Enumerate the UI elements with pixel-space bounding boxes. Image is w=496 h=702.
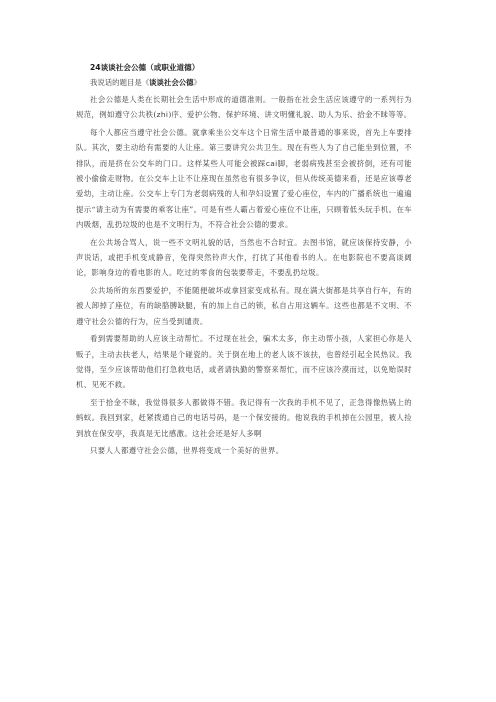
paragraph-bus-example [76,125,412,233]
pinyin-annotation: cai [265,158,278,168]
paragraph-honesty [76,395,412,441]
document-body [76,62,412,460]
paragraph-text: 公共场所的东西要爱护，不能随便破坏或拿回家变成私有。现在满大街都是共享自行车，有的被人卸掉了座位，有的缺胳膊缺腿，有的加上自己的锁，私自占用这辆车。这些也都是不文明、不遵守社会公德的行为，应当受到谴责。 [76,285,412,326]
paragraph-text: )序、爱护公物、保护环境、讲文明懂礼貌、助人为乐、拾金不昧等等。 [168,110,412,120]
paragraph-text: 看到需要帮助的人应该主动帮忙。不过现在社会，骗术太多，你主动帮小孩，人家担心你是人贩子，主动去扶老人，结果是个碰瓷的。关于倒在地上的老人该不该扶，也曾经引起全民热议。我觉得，至少应该帮助他们打急救电话，或者请执勤的警察来帮忙，而不应该冷漠而过，以免贻误时机、见死不救。 [76,334,412,390]
paragraph-public-property [76,283,412,329]
paragraph-text: 脚，老弱病残甚至会被挤倒，还有可能被小偷偷走财物。在公交车上让不让座现在虽然也有很多争议，但从传统美德来看，还是应该尊老爱幼，主动让座。公交车上专门为老弱病残的人和孕妇设置了爱心座位，车内的广播系统也一遍遍提示“请主动为有需要的乘客让座”。可是有些人霸占着爱心座位不让座，只顾着低头玩手机。在车内吸烟，乱扔垃圾的也是不文明行为，不符合社会公德的要求。 [76,158,413,230]
speech-topic-line [90,77,412,89]
speech-topic-prefix: 我说话的题目是《 [90,78,150,87]
paragraph-definition [76,92,412,123]
paragraph-text: 在公共场合骂人，说一些不文明礼貌的话，当然也不合时宜。去图书馆，就应该保持安静，小声说话，或把手机变成静音，免得突然铃声大作，打扰了其他看书的人。在电影院也不要高谈阔论，影响身边的看电影的人。吃过的零食的包装要带走，不要乱扔垃圾。 [76,237,412,278]
paragraph-text: 每个人都应当遵守社会公德。就拿乘坐公交车这个日常生活中最普通的事来说，首先上车要排队。其次，要主动给有需要的人让座。第三要讲究公共卫生。现在有些人为了自己能坐到位置，不排队，而是挤在公交车的门口。这样某些人可能会被踩 [76,127,412,168]
pinyin-annotation: zhi [156,110,169,120]
document-title: 24谈谈社会公德（或职业道德） [90,63,200,72]
paragraph-helping-others [76,331,412,393]
paragraph-text: 只要人人都遵守社会公德，世界将变成一个美好的世界。 [90,445,284,455]
speech-topic-title: 谈谈社会公德 [149,78,194,87]
paragraph-text: 至于拾金不昧，我觉得很多人都做得不错。我记得有一次我的手机不见了，正急得像热锅上的蚂蚁。我回到家，赶紧拨通自己的电话号码，是一个保安接的。他说我的手机掉在公园里，被人捡到放在保安亭，我真是无比感激。这社会还是好人多啊 [76,397,412,438]
speech-topic-suffix: 》 [193,78,201,87]
paragraph-conclusion [76,443,412,458]
paragraph-text: 社会公德是人类在长期社会生活中形成的道德准则。一般指在社会生活应该遵守的一系列行为规范，例如遵守公共秩( [76,95,412,120]
paragraph-public-places [76,235,412,281]
